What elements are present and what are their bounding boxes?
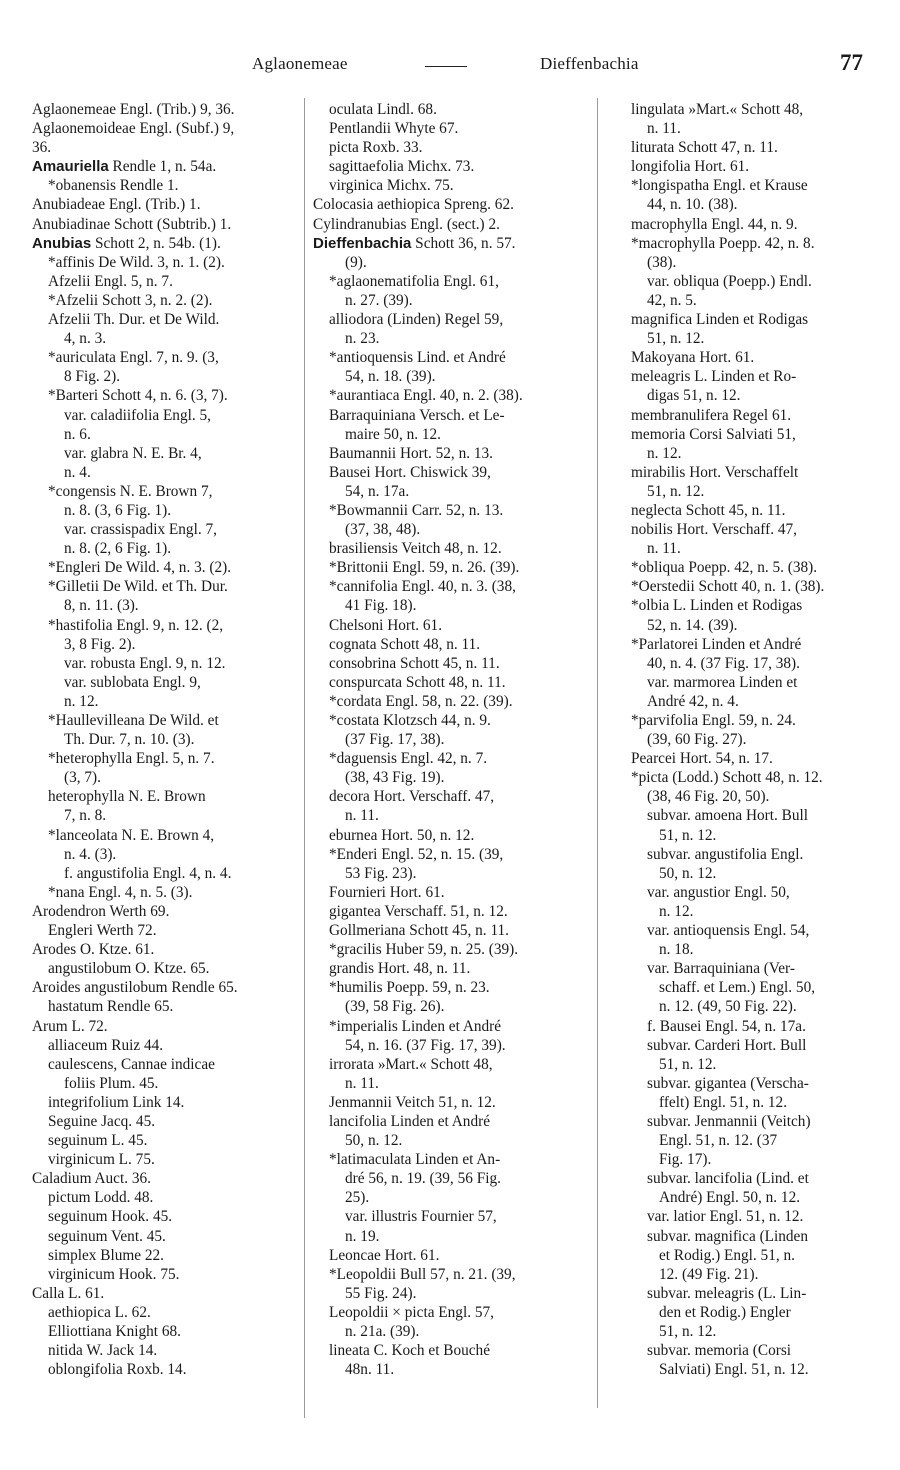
index-entry-line: *hastifolia Engl. 9, n. 12. (2, — [48, 616, 224, 634]
index-entry-line: subvar. angustifolia Engl. — [647, 845, 804, 863]
index-entry-line: *parvifolia Engl. 59, n. 24. — [631, 712, 796, 729]
index-entry-line: 52, n. 14. (39). — [647, 616, 738, 634]
index-entry-line: 54, n. 18. (39). — [345, 368, 436, 386]
index-entry-line: Anubiadinae Schott (Subtrib.) 1. — [32, 215, 232, 233]
index-entry-line: *costata Klotzsch 44, n. 9. — [329, 712, 491, 729]
index-entry-line: integrifolium Link 14. — [48, 1093, 185, 1111]
index-entry-line: Pentlandii Whyte 67. — [329, 120, 459, 138]
index-entry-line: Pearcei Hort. 54, n. 17. — [631, 750, 773, 768]
index-entry-line: alliaceum Ruiz 44. — [48, 1036, 164, 1054]
index-entry-line: (3, 7). — [64, 769, 101, 787]
index-entry-line: Caladium Auct. 36. — [32, 1170, 151, 1188]
genus-heading: Anubias — [32, 234, 92, 252]
index-entry-line: var. angustior Engl. 50, — [647, 883, 790, 901]
index-entry-line: *aurantiaca Engl. 40, n. 2. (38). — [329, 387, 523, 405]
index-entry-line: simplex Blume 22. — [48, 1246, 164, 1264]
index-entry-line: var. latior Engl. 51, n. 12. — [647, 1208, 804, 1226]
index-entry-line: macrophylla Engl. 44, n. 9. — [631, 215, 798, 233]
index-entry-line: cognata Schott 48, n. 11. — [329, 635, 481, 653]
index-entry-line: membranulifera Regel 61. — [631, 406, 792, 424]
index-entry-line: 8 Fig. 2). — [64, 368, 121, 386]
index-entry-line: n. 23. — [345, 330, 380, 348]
index-entry-line: var. sublobata Engl. 9, — [64, 673, 201, 691]
index-entry-line: virginicum L. 75. — [48, 1151, 155, 1169]
index-entry-line: gigantea Verschaff. 51, n. 12. — [329, 902, 508, 920]
index-entry-line: oblongifolia Roxb. 14. — [48, 1361, 187, 1379]
index-entry-line: oculata Lindl. 68. — [329, 101, 437, 118]
index-entry-line: subvar. Jenmannii (Veitch) — [647, 1112, 811, 1130]
index-entry-line: Elliottiana Knight 68. — [48, 1323, 181, 1340]
index-entry-line: 53 Fig. 23). — [345, 864, 417, 882]
index-entry-line: var. antioquensis Engl. 54, — [647, 922, 810, 940]
index-entry-line: subvar. meleagris (L. Lin- — [647, 1284, 807, 1302]
index-entry-line: subvar. lancifolia (Lind. et — [647, 1170, 809, 1188]
index-entry-line: 41 Fig. 18). — [345, 597, 417, 615]
index-entry-line: *latimaculata Linden et An- — [329, 1151, 501, 1169]
index-entry-line: *olbia L. Linden et Rodigas — [631, 597, 803, 615]
index-entry-line: *Parlatorei Linden et André — [631, 635, 802, 653]
index-entry-line: var. illustris Fournier 57, — [345, 1208, 497, 1226]
index-entry-line: n. 12. (49, 50 Fig. 22). — [659, 998, 797, 1016]
index-entry-line: n. 8. (2, 6 Fig. 1). — [64, 540, 172, 558]
index-entry-line: 51, n. 12. — [659, 1323, 717, 1340]
index-entry-line: *Oerstedii Schott 40, n. 1. (38). — [631, 578, 825, 596]
index-entry-line: 51, n. 12. — [647, 330, 705, 348]
index-entry-line: aethiopica L. 62. — [48, 1303, 151, 1321]
genus-heading-rest: Schott 2, n. 54b. (1). — [91, 234, 221, 252]
index-entry-line: *lanceolata N. E. Brown 4, — [48, 826, 215, 844]
index-entry-line: Baumannii Hort. 52, n. 13. — [329, 444, 494, 462]
index-entry-line: *picta (Lodd.) Schott 48, n. 12. — [631, 769, 823, 787]
index-entry-line: f. Bausei Engl. 54, n. 17a. — [647, 1017, 806, 1035]
index-entry-line: *daguensis Engl. 42, n. 7. — [329, 750, 488, 768]
index-entry-line: dré 56, n. 19. (39, 56 Fig. — [345, 1170, 501, 1188]
index-entry-line: et Rodig.) Engl. 51, n. — [659, 1246, 795, 1264]
index-entry-line: seguinum L. 45. — [48, 1132, 148, 1150]
index-column-3 — [615, 100, 885, 1379]
index-entry-line: Chelsoni Hort. 61. — [329, 616, 443, 634]
index-entry-line: n. 12. — [659, 902, 694, 920]
index-entry-line: Arodendron Werth 69. — [32, 902, 170, 920]
index-entry-line: meleagris L. Linden et Ro- — [631, 368, 797, 386]
index-entry-line: subvar. memoria (Corsi — [647, 1342, 792, 1360]
index-entry-line: *nana Engl. 4, n. 5. (3). — [48, 883, 193, 901]
index-entry-line: 36. — [32, 139, 52, 157]
index-entry-line: *auriculata Engl. 7, n. 9. (3, — [48, 349, 219, 367]
index-entry-line: memoria Corsi Salviati 51, — [631, 425, 796, 443]
index-entry-line: virginica Michx. 75. — [329, 177, 454, 195]
index-entry-line: *Gilletii De Wild. et Th. Dur. — [48, 578, 228, 596]
index-entry-line: subvar. gigantea (Verscha- — [647, 1074, 809, 1092]
index-entry-line: n. 4. — [64, 463, 91, 481]
index-entry-line: Arodes O. Ktze. 61. — [32, 941, 155, 959]
index-entry-line: (38, 46 Fig. 20, 50). — [647, 788, 770, 806]
index-entry-line: eburnea Hort. 50, n. 12. — [329, 826, 475, 844]
index-entry-line: schaff. et Lem.) Engl. 50, — [659, 979, 816, 997]
index-entry-line: Gollmeriana Schott 45, n. 11. — [329, 922, 509, 940]
index-entry-line: *Brittonii Engl. 59, n. 26. (39). — [329, 559, 520, 577]
index-entry-line: lancifolia Linden et André — [329, 1112, 490, 1130]
index-entry-line: (9). — [345, 253, 367, 271]
index-entry-line: 4, n. 3. — [64, 330, 107, 348]
index-entry-line: *gracilis Huber 59, n. 25. (39). — [329, 941, 519, 959]
index-entry-line: n. 11. — [647, 120, 681, 138]
index-entry-line: seguinum Vent. 45. — [48, 1227, 166, 1245]
index-entry-line: 50, n. 12. — [345, 1132, 403, 1150]
index-entry-line: picta Roxb. 33. — [329, 139, 423, 157]
index-entry-line: subvar. magnifica (Linden — [647, 1227, 808, 1245]
index-entry-line: Leoncae Hort. 61. — [329, 1246, 440, 1264]
index-entry-line: nitida W. Jack 14. — [48, 1342, 158, 1360]
index-entry-line: 51, n. 12. — [659, 1055, 717, 1073]
index-entry-line: Calla L. 61. — [32, 1284, 105, 1302]
index-entry-line: *Enderi Engl. 52, n. 15. (39, — [329, 845, 504, 863]
index-entry-line: *cordata Engl. 58, n. 22. (39). — [329, 692, 513, 710]
index-entry-line: *antioquensis Lind. et André — [329, 349, 506, 367]
index-entry-line: liturata Schott 47, n. 11. — [631, 139, 778, 157]
index-entry-line: Fig. 17). — [659, 1151, 712, 1169]
index-entry-line: *Bowmannii Carr. 52, n. 13. — [329, 501, 504, 519]
index-entry-line: subvar. Carderi Hort. Bull — [647, 1036, 807, 1054]
index-entry-line: *aglaonematifolia Engl. 61, — [329, 272, 499, 290]
index-entry-line: lingulata »Mart.« Schott 48, — [631, 101, 804, 118]
index-entry-line: n. 21a. (39). — [345, 1323, 420, 1340]
index-entry-line: *Haullevilleana De Wild. et — [48, 712, 219, 729]
index-entry-line: nobilis Hort. Verschaff. 47, — [631, 521, 797, 539]
index-entry-line: (37 Fig. 17, 38). — [345, 731, 445, 749]
index-entry-line: Jenmannii Veitch 51, n. 12. — [329, 1093, 496, 1111]
index-entry-line: alliodora (Linden) Regel 59, — [329, 311, 504, 329]
header-left-title: Aglaonemeae — [252, 54, 348, 73]
index-entry-line: longifolia Hort. 61. — [631, 158, 750, 176]
index-entry-line: var. obliqua (Poepp.) Endl. — [647, 272, 812, 290]
index-entry-line: grandis Hort. 48, n. 11. — [329, 960, 471, 978]
index-entry-line: subvar. amoena Hort. Bull — [647, 807, 809, 825]
index-entry-line: 44, n. 10. (38). — [647, 196, 738, 214]
index-entry-line: Aglaonemeae Engl. (Trib.) 9, 36. — [32, 101, 235, 118]
index-entry-line: n. 12. — [64, 692, 99, 710]
index-entry-line: *humilis Poepp. 59, n. 23. — [329, 979, 490, 997]
index-entry-line: 7, n. 8. — [64, 807, 107, 825]
genus-heading-rest: Rendle 1, n. 54a. — [108, 158, 217, 176]
index-entry-line: angustilobum O. Ktze. 65. — [48, 960, 210, 978]
index-entry-line: Afzelii Th. Dur. et De Wild. — [48, 311, 220, 329]
running-header — [0, 52, 900, 86]
index-entry-line: n. 19. — [345, 1227, 380, 1245]
index-entry-line: Arum L. 72. — [32, 1017, 108, 1035]
index-entry-line: sagittaefolia Michx. 73. — [329, 158, 475, 176]
index-entry-line: Colocasia aethiopica Spreng. 62. — [313, 196, 514, 214]
index-entry-line: *cannifolia Engl. 40, n. 3. (38, — [329, 578, 516, 596]
index-entry-line: var. caladiifolia Engl. 5, — [64, 406, 211, 424]
index-entry-line: *Barteri Schott 4, n. 6. (3, 7). — [48, 387, 228, 405]
index-entry-line: f. angustifolia Engl. 4, n. 4. — [64, 864, 232, 882]
index-entry-line: *affinis De Wild. 3, n. 1. (2). — [48, 253, 225, 271]
index-entry-line: (39, 58 Fig. 26). — [345, 998, 445, 1016]
index-entry-line: n. 11. — [345, 1074, 379, 1092]
header-right-title: Dieffenbachia — [540, 54, 639, 73]
index-entry-line: Engl. 51, n. 12. (37 — [659, 1132, 778, 1150]
index-entry-line: André) Engl. 50, n. 12. — [659, 1189, 801, 1207]
index-entry-line: *macrophylla Poepp. 42, n. 8. — [631, 234, 815, 252]
index-entry-line: (39, 60 Fig. 27). — [647, 731, 747, 749]
index-entry-line: var. glabra N. E. Br. 4, — [64, 444, 202, 462]
index-entry-line: seguinum Hook. 45. — [48, 1208, 173, 1226]
index-entry-line — [32, 157, 302, 176]
index-entry-line: *obliqua Poepp. 42, n. 5. (38). — [631, 559, 818, 577]
index-entry-line: neglecta Schott 45, n. 11. — [631, 501, 786, 519]
index-entry-line: *congensis N. E. Brown 7, — [48, 482, 213, 500]
index-entry-line: pictum Lodd. 48. — [48, 1189, 154, 1207]
index-entry-line: 8, n. 11. (3). — [64, 597, 139, 615]
index-entry-line: Aroides angustilobum Rendle 65. — [32, 979, 238, 997]
index-entry-line: foliis Plum. 45. — [64, 1074, 159, 1092]
index-entry-line: Anubiadeae Engl. (Trib.) 1. — [32, 196, 201, 214]
index-entry-line: (38, 43 Fig. 19). — [345, 769, 445, 787]
index-entry-line: 51, n. 12. — [659, 826, 717, 844]
index-entry-line: var. crassispadix Engl. 7, — [64, 521, 217, 539]
index-entry-line: maire 50, n. 12. — [345, 425, 442, 443]
page-number: 77 — [840, 50, 863, 75]
index-entry-line: virginicum Hook. 75. — [48, 1265, 180, 1283]
column-divider-2 — [597, 98, 598, 1408]
index-entry-line: 40, n. 4. (37 Fig. 17, 38). — [647, 654, 800, 672]
index-entry-line: den et Rodig.) Engler — [659, 1303, 791, 1321]
index-entry-line: consobrina Schott 45, n. 11. — [329, 654, 500, 672]
index-entry-line: ffelt) Engl. 51, n. 12. — [659, 1093, 788, 1111]
index-entry-line: conspurcata Schott 48, n. 11. — [329, 673, 506, 691]
index-entry-line: mirabilis Hort. Verschaffelt — [631, 463, 799, 481]
index-entry-line: 25). — [345, 1189, 370, 1207]
index-entry-line: Seguine Jacq. 45. — [48, 1112, 156, 1130]
index-entry-line: Bausei Hort. Chiswick 39, — [329, 463, 491, 481]
index-entry-line: 51, n. 12. — [647, 482, 705, 500]
index-entry-line: n. 12. — [647, 444, 682, 462]
index-entry-line: var. Barraquiniana (Ver- — [647, 960, 795, 978]
index-entry-line: heterophylla N. E. Brown — [48, 788, 206, 806]
index-entry-line: brasiliensis Veitch 48, n. 12. — [329, 540, 502, 558]
index-entry-line — [313, 234, 595, 253]
index-entry-line: Makoyana Hort. 61. — [631, 349, 755, 367]
index-entry-line: hastatum Rendle 65. — [48, 998, 174, 1016]
index-entry-line: Salviati) Engl. 51, n. 12. — [659, 1361, 809, 1379]
index-entry-line: lineata C. Koch et Bouché — [329, 1342, 490, 1360]
index-entry-line: Leopoldii × picta Engl. 57, — [329, 1303, 494, 1321]
index-entry-line: n. 27. (39). — [345, 291, 413, 309]
index-entry-line: Afzelii Engl. 5, n. 7. — [48, 272, 173, 290]
index-entry-line: 54, n. 16. (37 Fig. 17, 39). — [345, 1036, 506, 1054]
index-entry-line: *Afzelii Schott 3, n. 2. (2). — [48, 291, 213, 309]
header-separator-dash — [425, 66, 467, 67]
index-entry-line: *imperialis Linden et André — [329, 1017, 502, 1035]
index-entry-line: Aglaonemoideae Engl. (Subf.) 9, — [32, 120, 235, 138]
genus-heading-rest: Schott 36, n. 57. — [411, 234, 516, 252]
index-entry-line: Th. Dur. 7, n. 10. (3). — [64, 731, 195, 749]
index-entry-line: 50, n. 12. — [659, 864, 717, 882]
index-entry-line: 12. (49 Fig. 21). — [659, 1265, 759, 1283]
index-entry-line: Engleri Werth 72. — [48, 922, 157, 940]
index-entry-line: 55 Fig. 24). — [345, 1284, 417, 1302]
index-entry-line: n. 11. — [345, 807, 379, 825]
index-entry-line: var. marmorea Linden et — [647, 673, 798, 691]
index-entry-line: Barraquiniana Versch. et Le- — [329, 406, 505, 424]
index-entry-line: *Leopoldii Bull 57, n. 21. (39, — [329, 1265, 516, 1283]
genus-heading: Amauriella — [32, 158, 109, 176]
index-entry-line: n. 8. (3, 6 Fig. 1). — [64, 501, 172, 519]
index-entry-line: digas 51, n. 12. — [647, 387, 741, 405]
index-entry-line: n. 11. — [647, 540, 681, 558]
index-entry-line: caulescens, Cannae indicae — [48, 1055, 215, 1073]
index-entry-line: n. 18. — [659, 941, 694, 959]
index-entry-line: n. 4. (3). — [64, 845, 117, 863]
index-entry-line: Cylindranubias Engl. (sect.) 2. — [313, 215, 500, 233]
index-column-1 — [32, 100, 302, 1379]
index-entry-line: 42, n. 5. — [647, 291, 697, 309]
index-entry-line: 48n. 11. — [345, 1361, 395, 1379]
index-entry-line: *longispatha Engl. et Krause — [631, 177, 808, 195]
index-entry-line: irrorata »Mart.« Schott 48, — [329, 1055, 493, 1073]
index-entry-line: 3, 8 Fig. 2). — [64, 635, 136, 653]
index-entry-line: 54, n. 17a. — [345, 482, 410, 500]
index-entry-line: *obanensis Rendle 1. — [48, 177, 179, 195]
index-entry-line: (38). — [647, 253, 677, 271]
index-entry-line: Fournieri Hort. 61. — [329, 883, 445, 901]
column-divider-1 — [304, 98, 305, 1418]
index-entry-line — [32, 234, 302, 253]
index-entry-line: magnifica Linden et Rodigas — [631, 311, 809, 329]
index-entry-line: André 42, n. 4. — [647, 692, 739, 710]
genus-heading: Dieffenbachia — [313, 234, 412, 252]
index-entry-line: n. 6. — [64, 425, 91, 443]
index-entry-line: decora Hort. Verschaff. 47, — [329, 788, 495, 806]
index-entry-line: var. robusta Engl. 9, n. 12. — [64, 654, 226, 672]
index-column-2 — [313, 100, 595, 1379]
index-entry-line: *Engleri De Wild. 4, n. 3. (2). — [48, 559, 232, 577]
index-entry-line: (37, 38, 48). — [345, 521, 421, 539]
index-entry-line: *heterophylla Engl. 5, n. 7. — [48, 750, 215, 768]
